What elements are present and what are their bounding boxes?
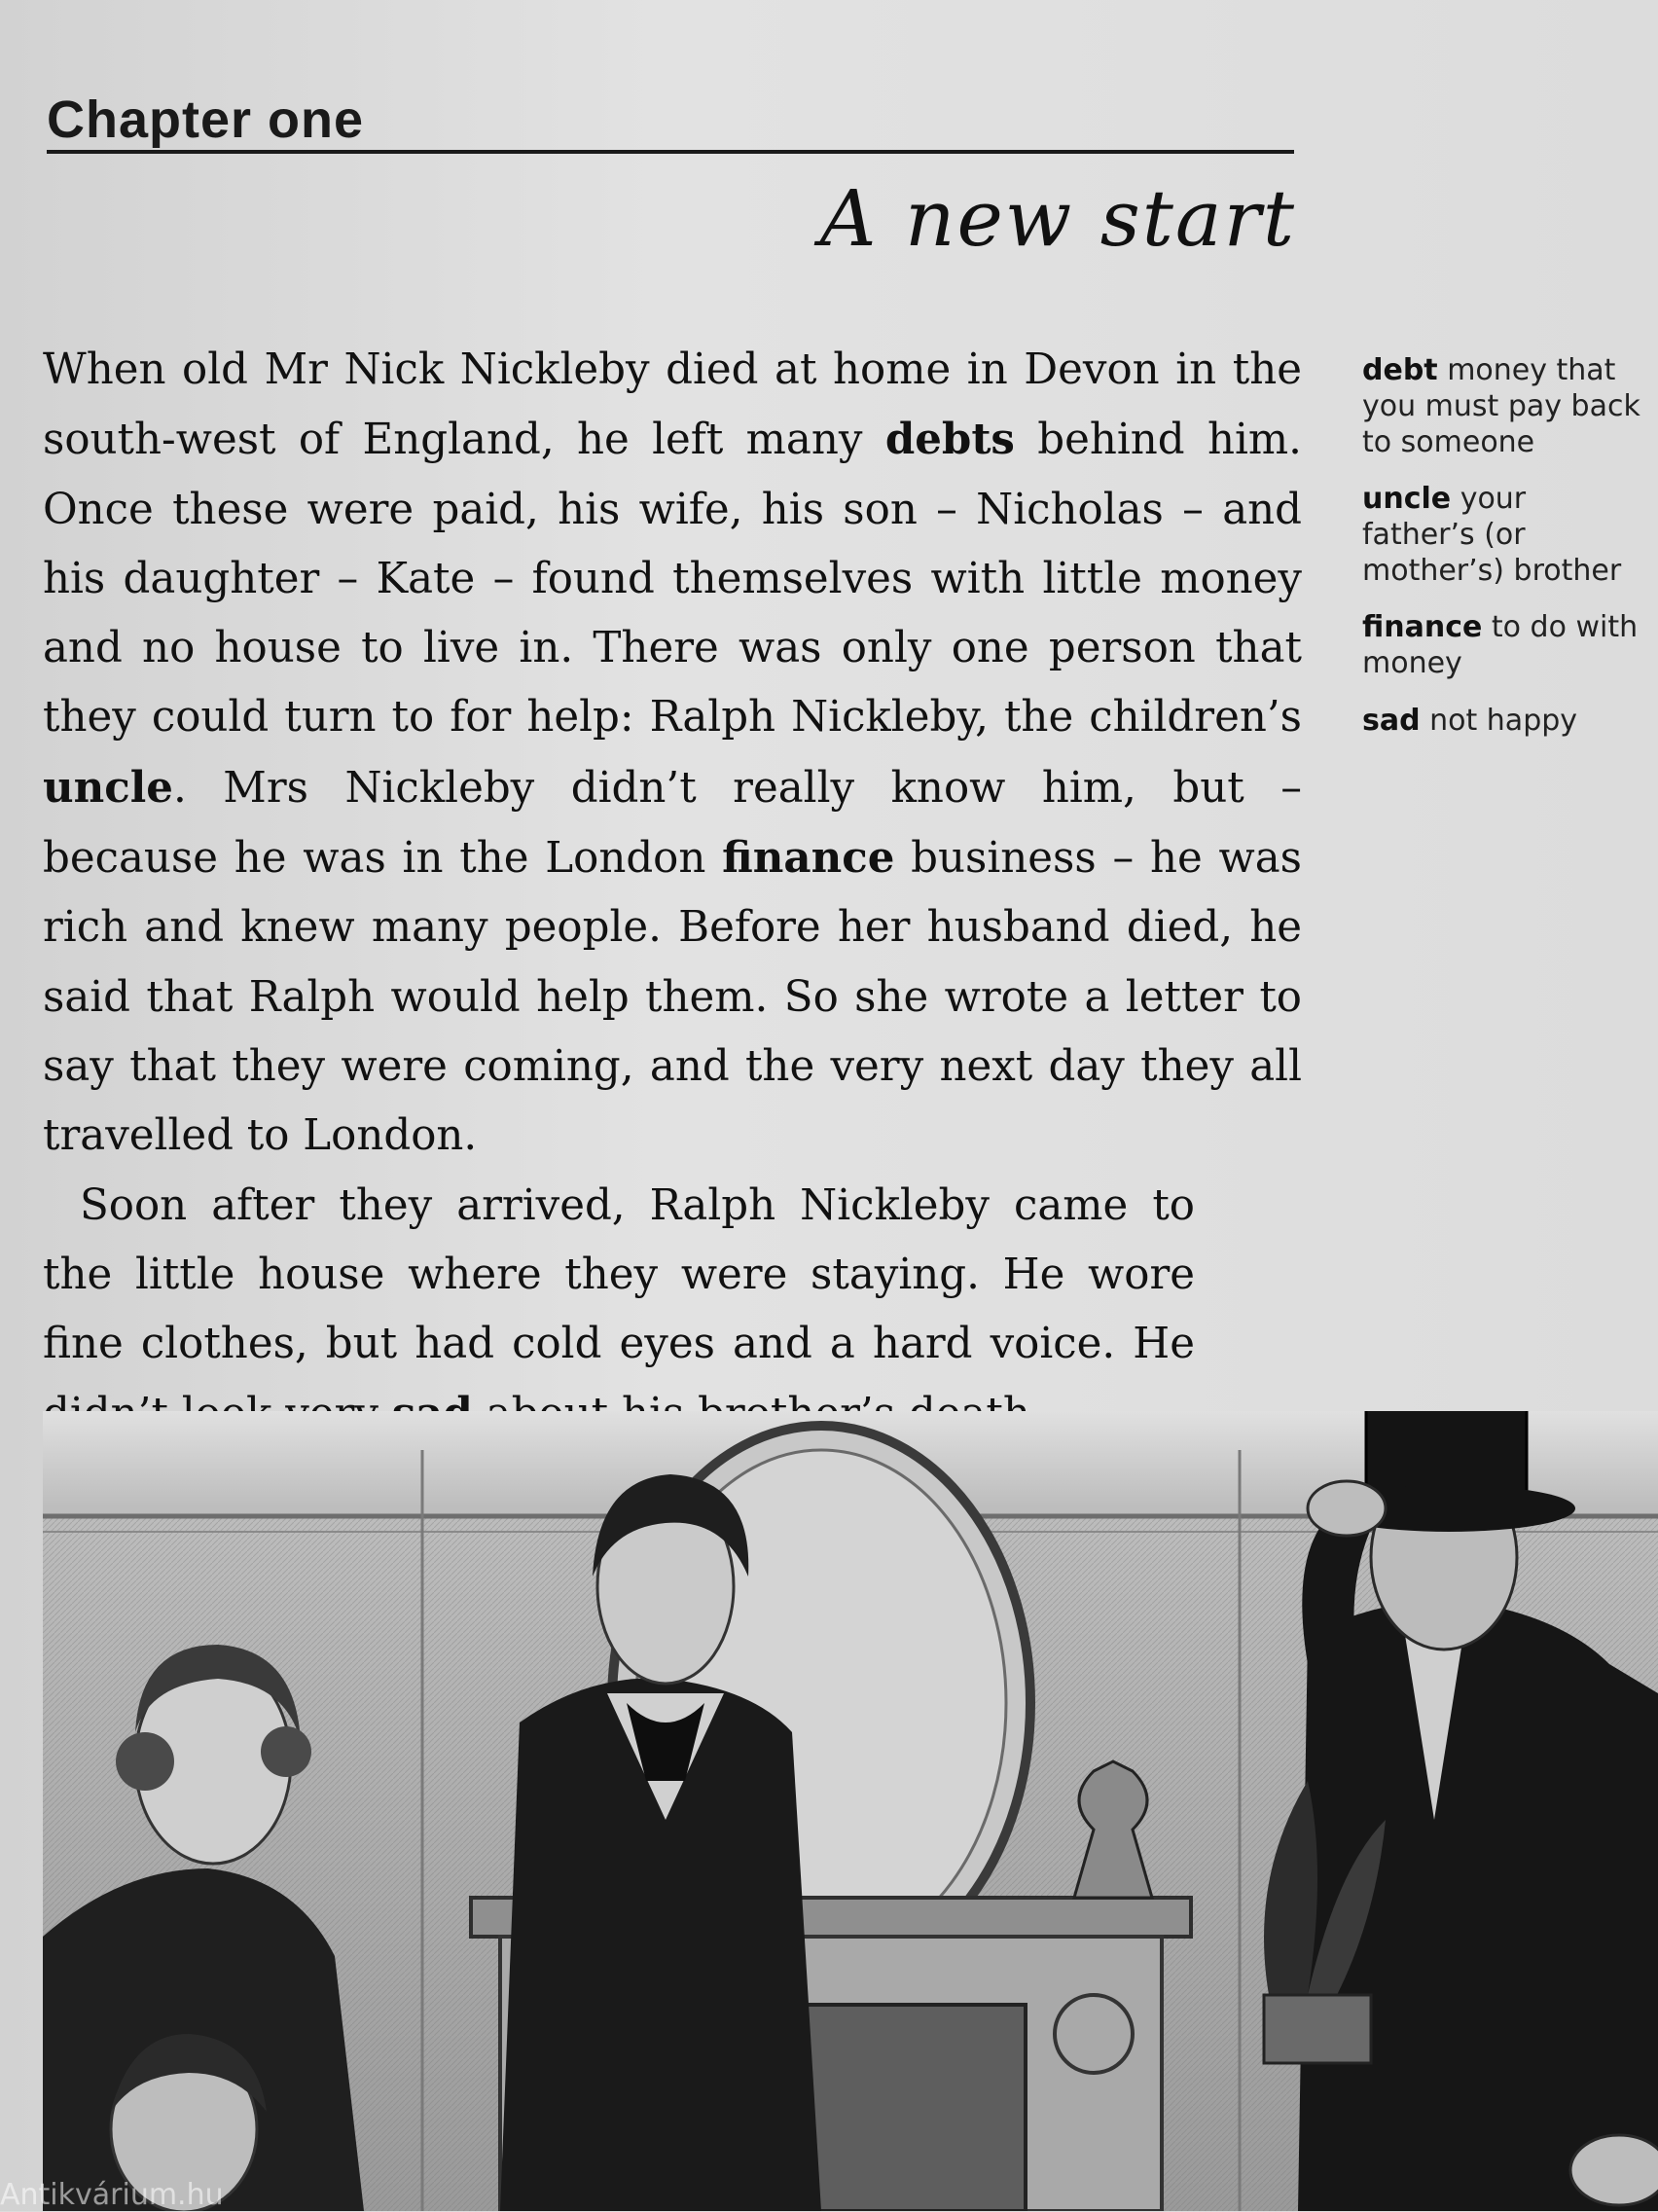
glossary-term: sad: [1362, 704, 1421, 738]
watermark: Antikvárium.hu: [0, 2178, 224, 2212]
glossary-term: finance: [1362, 610, 1483, 644]
heading-rule: [47, 150, 1294, 154]
glossary-word: debts: [884, 415, 1015, 465]
glossary-term: uncle: [1362, 482, 1452, 516]
chapter-heading: Chapter one: [47, 91, 365, 149]
glossary-debt: [1362, 352, 1654, 460]
glossary-definition: not happy: [1429, 704, 1578, 738]
glossary-definition: money that you must pay back to someone: [1362, 353, 1640, 459]
glossary-word: finance: [722, 833, 895, 884]
glossary-term: debt: [1362, 353, 1438, 387]
glossary-word: uncle: [43, 762, 173, 813]
glossary-sad: [1362, 703, 1654, 739]
illustration: [43, 1411, 1658, 2211]
glossary-finance: [1362, 609, 1654, 681]
paragraph-1: When old Mr Nick Nickleby died at home in Devon in the south-west of England, he left many debts behind him. Once these were paid, his wife, his son – Nicholas – and his daughter – Kate – found themselves with little money and no house to live in. There was only one person that they could turn to for help: Ralph Nickleby, the children’s uncle. Mrs Nickleby didn’t really know him, but – because he was in the London finance business – he was rich and knew many people. Before her husband died, he said that Ralph would help them. So she wrote a letter to say that they were coming, and the very next day they all travelled to London.: [43, 345, 1302, 1161]
glossary-definition: your father’s (or mother’s) brother: [1362, 482, 1622, 588]
glossary-definition: to do with money: [1362, 610, 1639, 680]
chapter-title: A new start: [819, 173, 1296, 264]
body-text: [43, 336, 1302, 1450]
glossary-uncle: [1362, 481, 1625, 589]
paragraph-2: Soon after they arrived, Ralph Nickleby came to the little house where they were staying. He wore fine clothes, but had cold eyes and a hard voice. He: [43, 1172, 1302, 1450]
